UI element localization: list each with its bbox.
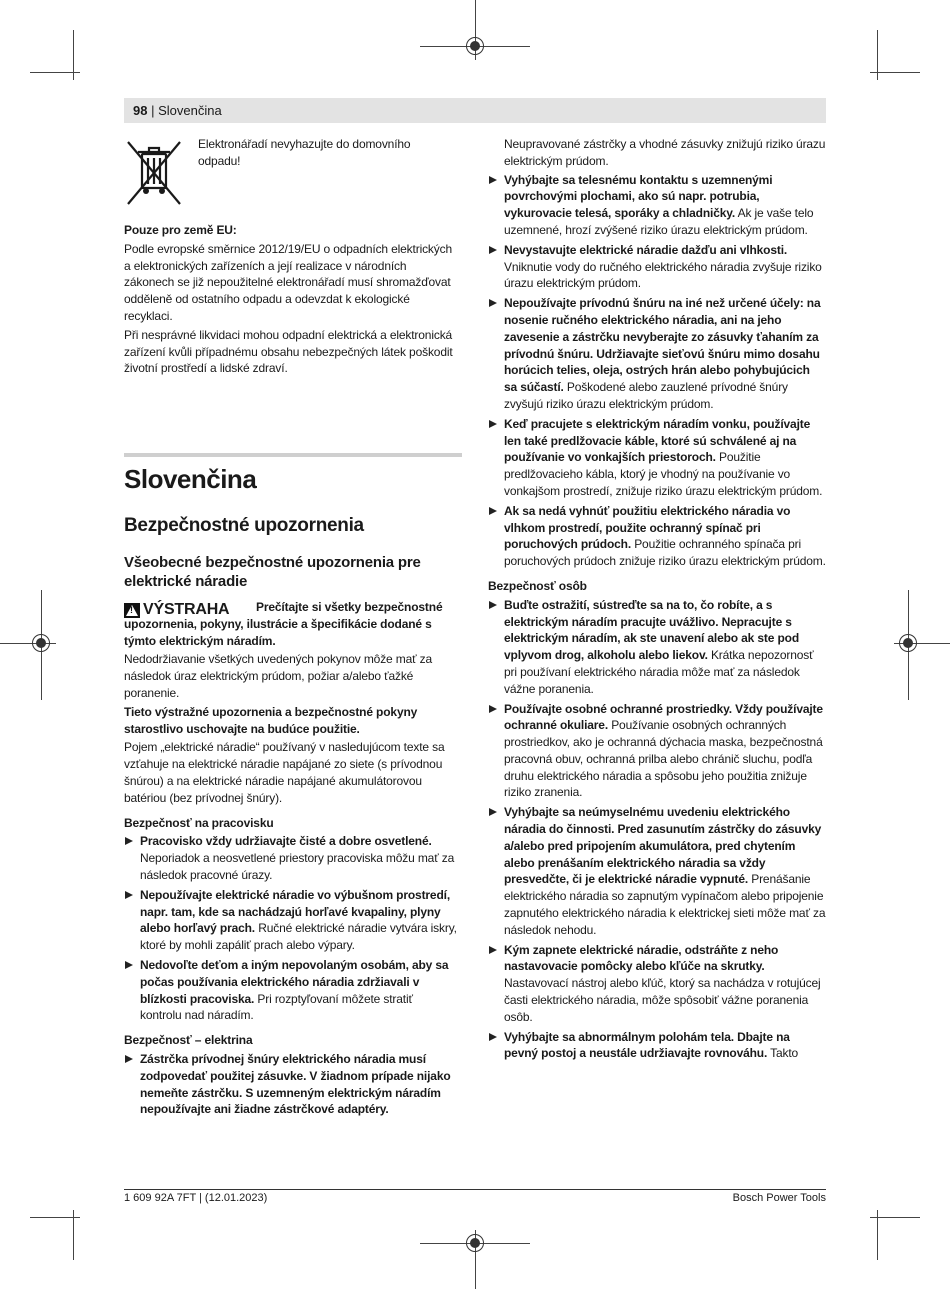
item-text: Prenášanie elektrického náradia so zapnutým vypínačom alebo pripojenie zapnutého elektrického náradia k elektrickej sieti môže mať za následok nehodu.: [504, 872, 826, 937]
eu-heading: Pouze pro země EU:: [124, 223, 237, 237]
item-bold: Kým zapnete elektrické náradie, odstráňte z neho nastavovacie pomôcky alebo kľúče na skrutky.: [504, 942, 779, 974]
crop-mark: [870, 1217, 920, 1218]
registration-target-icon: [466, 1234, 484, 1252]
item-text: Ručné elektrické náradie vytvára iskry, ktoré by mohli zapáliť prach alebo výpary.: [140, 921, 457, 953]
power-tool-term: Pojem „elektrické náradie“ používaný v nasledujúcom texte sa vzťahuje na elektrické náradie napájané zo siete (s prívodnou šnúrou) a na elektrické náradie napájané akumulátorovou batériou (bez prívodnej šnúry).: [124, 740, 445, 805]
personal-heading: Bezpečnosť osôb: [488, 578, 587, 593]
list-item: [124, 1051, 457, 1118]
item-text: Používanie osobných ochranných prostriedkov, ako je ochranná dýchacia maska, bezpečnostná pracovná obuv, ochranná prilba alebo chránič sluchu, podľa druhu elektrického náradia a spôsobu jeho použitia znižuje riziko zranenia.: [504, 718, 823, 800]
warning-text: Nedodržiavanie všetkých uvedených pokynov môže mať za následok úraz elektrickým prúdom, požiar a/alebo ťažké poranenie.: [124, 652, 433, 700]
item-bold: Používajte osobné ochranné prostriedky. Vždy používajte ochranné okuliare.: [504, 701, 823, 733]
disposal-note: Elektronářadí nevyhazujte do domovního odpadu!: [198, 137, 411, 168]
list-item: [488, 942, 826, 1026]
item-text: Neporiadok a neosvetlené priestory pracoviska môžu mať za následok pracovné úrazy.: [140, 851, 455, 882]
footer-brand: Bosch Power Tools: [732, 1192, 826, 1204]
item-bold: Nedovoľte deťom a iným nepovolaným osobám, aby sa počas používania elektrického náradia zdržiavali v blízkosti pracoviska.: [140, 957, 449, 1006]
page-number: 98: [133, 103, 148, 118]
list-item: [124, 957, 457, 1024]
item-bold: Buďte ostražití, sústreďte sa na to, čo robíte, a s elektrickým náradím pracujte uvážlivo. Nepracujte s elektrickým náradím, ak ste unavení alebo ak ste pod vplyvom drog, alkoholu alebo liekov.: [504, 597, 799, 663]
crop-mark: [870, 72, 920, 73]
registration-target-icon: [899, 634, 917, 652]
list-item: [124, 887, 457, 954]
keep-instructions: Tieto výstražné upozornenia a bezpečnostné pokyny starostlivo uschovajte na budúce použitie.: [124, 704, 418, 736]
section-divider: [124, 453, 462, 457]
warning-label-text: VÝSTRAHA: [143, 601, 230, 618]
crop-mark: [30, 1217, 80, 1218]
item-text: Použitie ochranného spínača pri poruchových prúdoch znižuje riziko úrazu elektrickým prúdom.: [504, 537, 826, 569]
list-item: [488, 416, 826, 500]
item-text: Poškodené alebo zauzlené prívodné šnúry zvyšujú riziko úrazu elektrickým prúdom.: [504, 380, 788, 411]
item-text: Ak je vaše telo uzemnené, hrozí zvýšené riziko úrazu elektrickým prúdom.: [504, 206, 814, 237]
crossed-out-wheelie-bin-icon: [124, 138, 184, 208]
item-text: Použitie predlžovacieho kábla, ktorý je vhodný na používanie vo vonkajšom prostredí, znižuje riziko úrazu elektrickým prúdom.: [504, 450, 823, 498]
item-text: Pri rozptyľovaní môžete stratiť kontrolu nad náradím.: [140, 991, 413, 1023]
eu-paragraph: Při nesprávné likvidaci mohou odpadní elektrická a elektronická zařízení kvůli případnému obsahu nebezpečných látek poškodit životní prostředí a lidské zdraví.: [124, 327, 453, 376]
item-bold: Vyhýbajte sa telesnému kontaktu s uzemnenými povrchovými plochami, ako sú napr. potrubia, vykurovacie telesá, sporáky a chladničky.: [504, 172, 773, 221]
crop-mark: [30, 72, 80, 73]
section-heading: Všeobecné bezpečnostné upozornenia pre elektrické náradie: [124, 554, 421, 590]
list-item: [488, 503, 826, 570]
item-text: Vniknutie vody do ručného elektrického náradia zvyšuje riziko úrazu elektrickým prúdom.: [504, 259, 822, 291]
list-item: [488, 1029, 826, 1063]
eu-paragraph: Podle evropské směrnice 2012/19/EU o odpadních elektrických a elektronických zařízeních a její realizace v národních zákonech se již nepoužitelné elektronářadí musí shromažďovat odděleně od ostatního odpadu a odevzdat k ekologické recyklaci.: [124, 241, 453, 323]
eu-disposal-block: [124, 222, 457, 379]
list-item: [488, 701, 826, 802]
item-bold: Vyhýbajte sa neúmyselnému uvedeniu elektrického náradia do činnosti. Pred zasunutím zástrčky do zásuvky a/alebo pred pripojením akumulátora, pred chytením alebo prenášaním elektrického náradia sa vždy presvedčte, či je elektrické náradie vypnuté.: [504, 805, 822, 887]
footer-rule: [124, 1189, 826, 1190]
registration-target-icon: [32, 634, 50, 652]
list-item: [488, 242, 826, 292]
electrical-heading: Bezpečnosť – elektrina: [124, 1033, 253, 1048]
page-header-bar: [124, 98, 826, 123]
workplace-heading: Bezpečnosť na pracovisku: [124, 815, 274, 830]
list-item: [488, 597, 826, 698]
right-column: [488, 136, 826, 1065]
item-bold: Nepoužívajte elektrické náradie vo výbušnom prostredí, napr. tam, kde sa nachádzajú horľavé kvapaliny, plyny alebo horľavý prach.: [140, 887, 451, 936]
list-item: [488, 804, 826, 938]
list-item: [488, 172, 826, 239]
footer-document-id: 1 609 92A 7FT | (12.01.2023): [124, 1192, 268, 1204]
item-text: Nastavovací nástroj alebo kľúč, ktorý sa nachádza v rotujúcej časti elektrického náradia, môže spôsobiť vážne poranenia osôb.: [504, 976, 821, 1024]
registration-target-icon: [466, 37, 484, 55]
item-bold: Zástrčka prívodnej šnúry elektrického náradia musí zodpovedať použitej zásuvke. V žiadnom prípade nijako nemeňte zástrčku. S uzemneným elektrickým náradím nepoužívajte ani žiadne zástrčkové adaptéry.: [140, 1051, 451, 1117]
item-bold: Ak sa nedá vyhnúť použitiu elektrického náradia vo vlhkom prostredí, použite ochranný spínač pri poruchových prúdoch.: [504, 503, 791, 552]
item-bold: Nepoužívajte prívodnú šnúru na iné než určené účely: na nosenie ručného elektrického náradia, ani na jeho zavesenie a zástrčku nevyberajte zo zásuvky ťahaním za prívodnú šnúru. Udržiavajte sieťovú šnúru mimo dosahu horúcich telies, oleja, ostrých hrán alebo pohybujúcich sa súčastí.: [504, 296, 821, 395]
item-text: Neupravované zástrčky a vhodné zásuvky znižujú riziko úrazu elektrickým prúdom.: [504, 137, 826, 168]
section-subtitle: Bezpečnostné upozornenia: [124, 515, 364, 536]
item-text: Krátka nepozornosť pri používaní elektrického náradia môže mať za následok vážne poranenia.: [504, 648, 814, 696]
item-bold: Keď pracujete s elektrickým náradím vonku, používajte len také predlžovacie káble, ktoré sú schválené aj na používanie vo vonkajších priestoroch.: [504, 416, 811, 465]
item-text: Takto: [770, 1046, 799, 1061]
item-bold: Pracovisko vždy udržiavajte čisté a dobre osvetlené.: [140, 834, 432, 849]
page-header: 98 | Slovenčina: [133, 103, 222, 118]
left-column: [124, 599, 457, 1121]
header-language: Slovenčina: [158, 103, 222, 118]
warning-bold-text: Prečítajte si všetky bezpečnostné upozornenia, pokyny, ilustrácie a špecifikácie dodané s týmto elektrickým náradím.: [124, 600, 443, 648]
list-item: [488, 295, 826, 413]
list-item: [124, 833, 457, 883]
item-bold: Vyhýbajte sa abnormálnym polohám tela. Dbajte na pevný postoj a neustále udržiavajte rovnováhu.: [504, 1029, 790, 1061]
section-title: Slovenčina: [124, 464, 257, 494]
item-bold: Nevystavujte elektrické náradie dažďu ani vlhkosti.: [504, 242, 788, 257]
